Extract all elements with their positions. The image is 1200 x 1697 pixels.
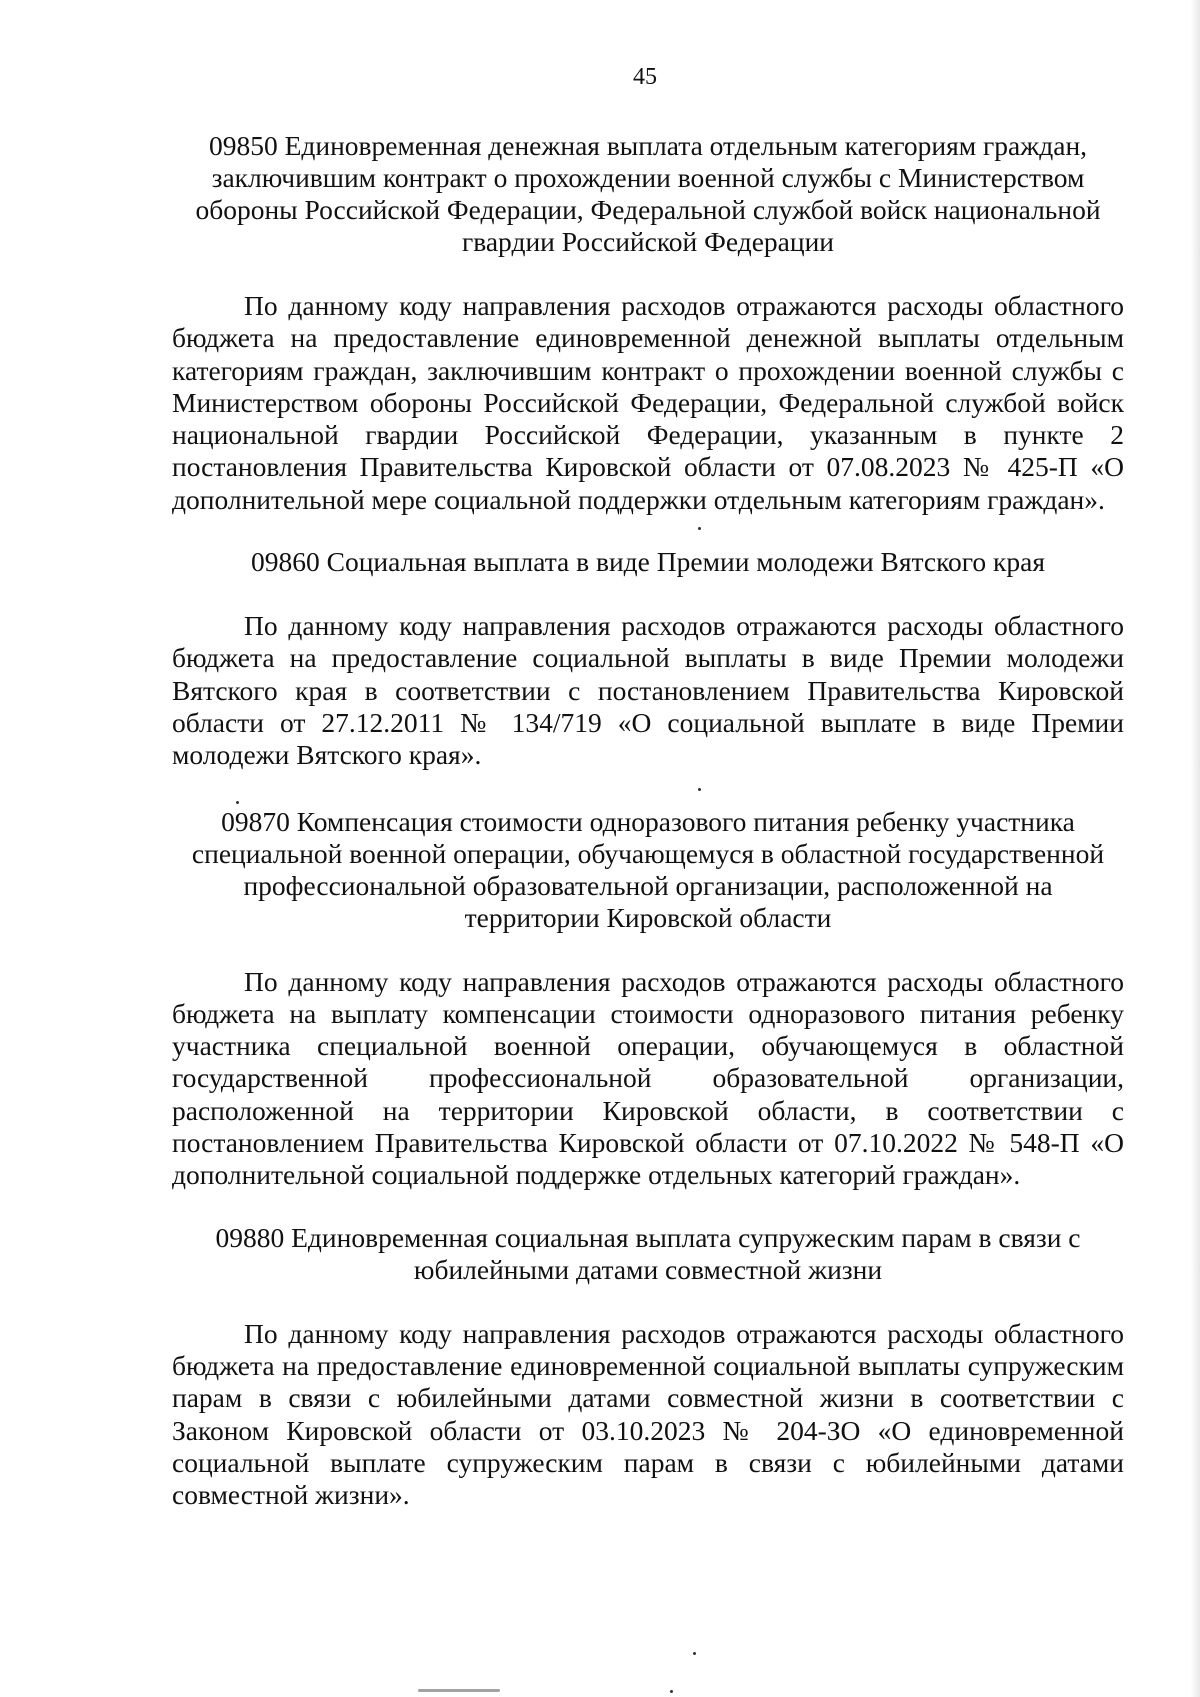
scan-artifact-dot: [698, 788, 701, 791]
scan-artifact-smudge: [418, 1689, 500, 1692]
heading-line: специальной военной операции, обучающемуся в областной государственной: [191, 837, 1105, 869]
scan-artifact-dot: [693, 1652, 696, 1655]
heading-line: 09850 Единовременная денежная выплата отдельным категориям граждан,: [208, 130, 1088, 161]
heading-line: юбилейными датами совместной жизни: [413, 1253, 883, 1285]
heading-line: заключившим контракт о прохождении военной службы с Министерством: [211, 162, 1085, 193]
spacer: [172, 772, 1124, 802]
page-number: 45: [633, 64, 657, 90]
scan-edge-shadow: [1190, 0, 1200, 1697]
heading-line: гвардии Российской Федерации: [461, 226, 835, 257]
scan-artifact-dot: [236, 801, 239, 804]
heading-line: территории Кировской области: [464, 901, 832, 933]
section-paragraph-09880: По данному коду направления расходов отражаются расходы областного бюджета на предоставление единовременной социальной выплаты супружеским парам в связи с юбилейными датами совместной жизни в соответствии с Законом Кировской области от 03.10.2023 № 204-ЗО «О единовременной социальной выплате супружеским парам в связи с юбилейными датами совместной жизни».: [172, 1317, 1124, 1511]
spacer: [172, 516, 1124, 546]
scan-artifact-dot: [698, 527, 701, 530]
section-heading-09850: [172, 130, 1124, 258]
section-heading-09870: [172, 806, 1124, 934]
spacer: [172, 1286, 1124, 1318]
heading-line: 09880 Единовременная социальная выплата супружеским парам в связи с: [215, 1221, 1081, 1253]
spacer: [172, 1192, 1124, 1222]
heading-line: профессиональной образовательной организации, расположенной на: [243, 869, 1053, 901]
heading-line: 09860 Социальная выплата в виде Премии молодежи Вятского края: [250, 546, 1045, 578]
spacer: [172, 578, 1124, 610]
section-paragraph-09870: По данному коду направления расходов отражаются расходы областного бюджета на выплату компенсации стоимости одноразового питания ребенку участника специальной военной операции, обучающемуся в областной государственной профессиональной образовательной организации, расположенной на территории Кировской области, в соответствии с постановлением Правительства Кировской области от 07.10.2022 № 548-П «О дополнительной социальной поддержке отдельных категорий граждан».: [172, 965, 1124, 1191]
section-paragraph-09860: По данному коду направления расходов отражаются расходы областного бюджета на предоставление социальной выплаты в виде Премии молодежи Вятского края в соответствии с постановлением Правительства Кировской области от 27.12.2011 № 134/719 «О социальной выплате в виде Премии молодежи Вятского края».: [172, 610, 1124, 771]
heading-line: обороны Российской Федерации, Федеральной службой войск национальной: [195, 194, 1101, 225]
section-heading-09880: [172, 1222, 1124, 1286]
section-paragraph-09850: По данному коду направления расходов отражаются расходы областного бюджета на предоставление единовременной денежной выплаты отдельным категориям граждан, заключившим контракт о прохождении военной службы с Министерством обороны Российской Федерации, Федеральной службой войск национальной гвардии Российской Федерации, указанным в пункте 2 постановления Правительства Кировской области от 07.08.2023 № 425-П «О дополнительной мере социальной поддержки отдельным категориям граждан».: [172, 290, 1124, 515]
heading-line: 09870 Компенсация стоимости одноразового питания ребенку участника: [221, 805, 1075, 837]
spacer: [172, 258, 1124, 290]
scan-artifact-dot: [670, 1690, 673, 1693]
spacer: [172, 934, 1124, 966]
section-heading-09860: [172, 546, 1124, 578]
document-body: [172, 124, 1124, 1511]
